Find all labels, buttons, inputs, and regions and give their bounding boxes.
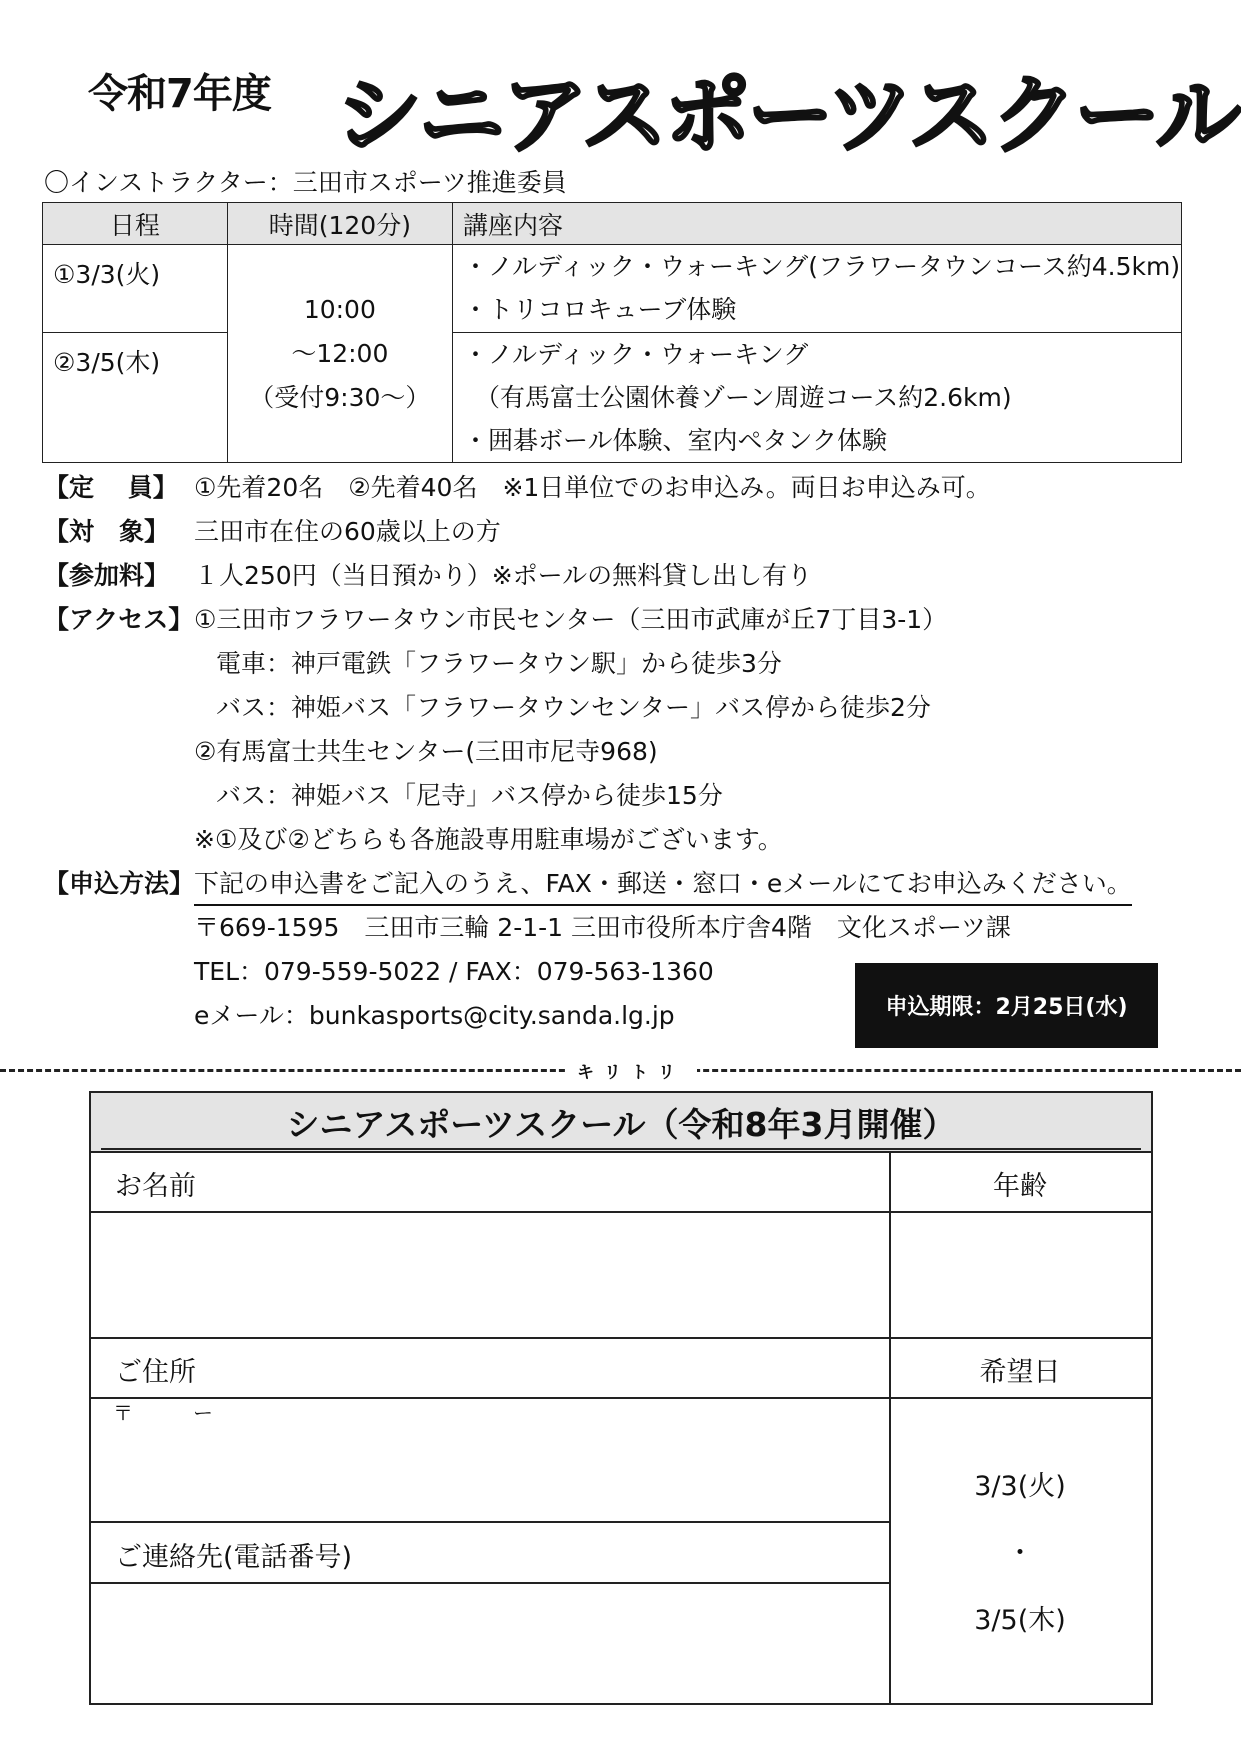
schedule-content xyxy=(452,333,1181,463)
date-label: 希望日 xyxy=(979,1357,1061,1388)
application-form xyxy=(89,1091,1153,1705)
target-row xyxy=(44,510,1194,554)
content-line: ・囲碁ボール体験、室内ペタンク体験 xyxy=(462,426,887,455)
capacity-value: ①先着20名 ②先着40名 ※1日単位でのお申込み。両日お申込み可。 xyxy=(194,473,991,502)
fee-label: 【参加料】 xyxy=(44,561,170,590)
apply-label: 【申込方法】 xyxy=(44,869,195,898)
schedule-content xyxy=(452,245,1181,333)
contact-label: ご連絡先(電話番号) xyxy=(115,1542,353,1573)
schedule-time xyxy=(227,245,452,463)
access-line: ※①及び②どちらも各施設専用駐車場がございます。 xyxy=(194,825,783,854)
apply-row xyxy=(44,862,1194,906)
contact-field[interactable] xyxy=(95,1586,885,1699)
schedule-header-row xyxy=(43,203,1182,245)
name-label: お名前 xyxy=(115,1171,196,1202)
date-option-2[interactable]: 3/5(木) xyxy=(974,1605,1066,1636)
deadline-badge: 申込期限：2月25日(水) xyxy=(855,963,1158,1048)
access-label: 【アクセス】 xyxy=(44,605,194,634)
year-label: 令和7年度 xyxy=(88,71,271,117)
header-time: 時間(120分) xyxy=(227,203,452,245)
address-label: ご住所 xyxy=(115,1357,196,1388)
content-line: ・トリコロキューブ体験 xyxy=(462,295,737,324)
time-end: ～12:00 xyxy=(291,338,389,368)
content-line: （有馬富士公園休養ゾーン周遊コース約2.6km) xyxy=(474,383,1012,412)
header-date: 日程 xyxy=(43,203,228,245)
target-label: 【対 象】 xyxy=(44,517,170,546)
header-content: 講座内容 xyxy=(452,203,1181,245)
address-field[interactable] xyxy=(95,1423,885,1517)
time-reception: （受付9:30～） xyxy=(249,382,431,412)
schedule-row xyxy=(43,245,1182,333)
age-field[interactable] xyxy=(893,1215,1147,1333)
capacity-label: 【定 員】 xyxy=(44,473,178,502)
fee-row xyxy=(44,554,1194,598)
form-divider xyxy=(91,1337,1151,1339)
postal-mark: 〒 ー xyxy=(113,1401,213,1425)
access-line: ②有馬富士共生センター(三田市尼寺968) xyxy=(194,737,658,766)
form-divider xyxy=(91,1521,889,1523)
access-line: 電車：神戸電鉄「フラワータウン駅」から徒歩3分 xyxy=(216,649,782,678)
email-line: eメール：bunkasports@city.sanda.lg.jp xyxy=(194,1001,675,1030)
target-value: 三田市在住の60歳以上の方 xyxy=(194,517,501,546)
instructor-line: 〇インストラクター：三田市スポーツ推進委員 xyxy=(44,168,567,197)
schedule-date: ②3/5(木) xyxy=(43,333,228,463)
content-line: ・ノルディック・ウォーキング xyxy=(462,340,809,369)
form-divider xyxy=(91,1397,1151,1399)
schedule-table xyxy=(42,202,1182,463)
time-start: 10:00 xyxy=(303,294,376,324)
schedule-row xyxy=(43,333,1182,463)
schedule-date: ①3/3(火) xyxy=(43,245,228,333)
page-title: シニアスポーツスクール xyxy=(336,66,1239,166)
date-separator: ・ xyxy=(1006,1538,1034,1569)
form-header xyxy=(91,1093,1151,1153)
age-label: 年齢 xyxy=(993,1171,1047,1202)
form-divider xyxy=(91,1211,1151,1213)
name-field[interactable] xyxy=(95,1215,885,1333)
content-line: ・ノルディック・ウォーキング(フラワータウンコース約4.5km) xyxy=(462,252,1181,281)
date-option-1[interactable]: 3/3(火) xyxy=(974,1471,1066,1502)
form-title: シニアスポーツスクール（令和8年3月開催） xyxy=(101,1099,1141,1150)
form-divider xyxy=(91,1582,889,1584)
capacity-row xyxy=(44,466,1194,510)
apply-line: TEL：079-559-5022 / FAX：079-563-1360 xyxy=(194,957,714,986)
access-line: バス：神姫バス「尼寺」バス停から徒歩15分 xyxy=(216,781,723,810)
access-row xyxy=(44,598,1194,642)
info-section xyxy=(44,466,1194,1038)
cut-label: キリトリ xyxy=(565,1058,697,1083)
apply-line: 〒669-1595 三田市三輪 2-1-1 三田市役所本庁舎4階 文化スポーツ課 xyxy=(194,913,1011,942)
access-line: バス：神姫バス「フラワータウンセンター」バス停から徒歩2分 xyxy=(216,693,931,722)
fee-value: １人250円（当日預かり）※ポールの無料貸し出し有り xyxy=(194,561,813,590)
access-line: ①三田市フラワータウン市民センター（三田市武庫が丘7丁目3-1） xyxy=(194,605,948,634)
apply-line: 下記の申込書をご記入のうえ、FAX・郵送・窓口・eメールにてお申込みください。 xyxy=(194,862,1132,906)
